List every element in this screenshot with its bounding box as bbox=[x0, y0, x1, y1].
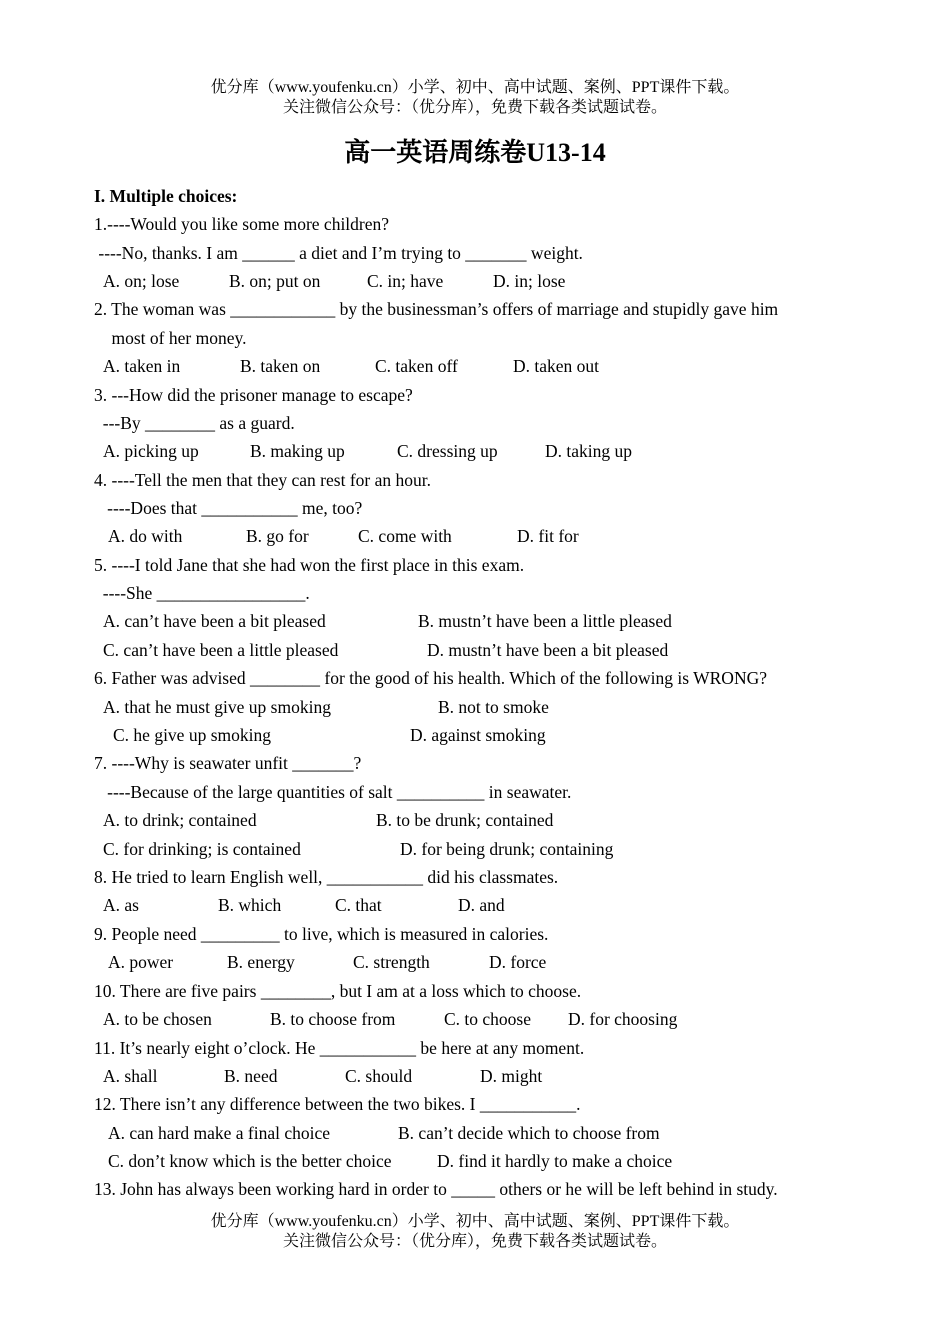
question-10-option-c: C. to choose bbox=[444, 1009, 532, 1029]
question-4-option-b: B. go for bbox=[246, 526, 309, 546]
question-10-option-b: B. to choose from bbox=[270, 1009, 396, 1029]
question-2-option-a: A. taken in bbox=[103, 356, 181, 376]
question-7-option-b: B. to be drunk; contained bbox=[376, 810, 554, 830]
question-11-option-a: A. shall bbox=[103, 1066, 158, 1086]
question-1-option-d: D. in; lose bbox=[493, 271, 566, 291]
question-3-option-b: B. making up bbox=[250, 441, 345, 461]
question-5-line-1: 5. ----I told Jane that she had won the first place in this exam. bbox=[94, 555, 525, 575]
question-2-option-d: D. taken out bbox=[513, 356, 600, 376]
question-9-option-a: A. power bbox=[108, 952, 174, 972]
question-2-line-1: 2. The woman was ____________ by the businessman’s offers of marriage and stupidly gave him bbox=[94, 299, 779, 319]
question-7-line-2: ----Because of the large quantities of salt __________ in seawater. bbox=[94, 782, 572, 802]
question-4-line-1: 4. ----Tell the men that they can rest for an hour. bbox=[94, 470, 431, 490]
question-4-option-c: C. come with bbox=[358, 526, 452, 546]
question-8-option-a: A. as bbox=[103, 895, 139, 915]
question-12-option-a: A. can hard make a final choice bbox=[108, 1123, 331, 1143]
question-1-line-1: 1.----Would you like some more children? bbox=[94, 214, 390, 234]
question-11-option-d: D. might bbox=[480, 1066, 543, 1086]
question-11-option-b: B. need bbox=[224, 1066, 278, 1086]
question-12-option-b: B. can’t decide which to choose from bbox=[398, 1123, 660, 1143]
question-11-line-1: 11. It’s nearly eight o’clock. He ___________ be here at any moment. bbox=[94, 1038, 585, 1058]
question-12-line-1: 12. There isn’t any difference between the two bikes. I ___________. bbox=[94, 1094, 581, 1114]
question-6-option-a: A. that he must give up smoking bbox=[103, 697, 331, 717]
question-5-option-a: A. can’t have been a bit pleased bbox=[103, 611, 326, 631]
question-12-option-c: C. don’t know which is the better choice bbox=[108, 1151, 392, 1171]
question-6-option-c: C. he give up smoking bbox=[113, 725, 271, 745]
question-1-line-2: ----No, thanks. I am ______ a diet and I’m trying to _______ weight. bbox=[94, 243, 583, 263]
question-8-line-1: 8. He tried to learn English well, ___________ did his classmates. bbox=[94, 867, 559, 887]
question-1-option-c: C. in; have bbox=[367, 271, 444, 291]
question-8-option-b: B. which bbox=[218, 895, 282, 915]
question-9-option-d: D. force bbox=[489, 952, 547, 972]
footer-line-2: 关注微信公众号：（优分库），免费下载各类试题试卷。 bbox=[282, 1233, 667, 1250]
question-7-option-c: C. for drinking; is contained bbox=[103, 839, 301, 859]
question-5-line-2: ----She _________________. bbox=[94, 583, 310, 603]
question-7-option-a: A. to drink; contained bbox=[103, 810, 257, 830]
footer-line-1: 优分库（www.youfenku.cn）小学、初中、高中试题、案例、PPT课件下载。 bbox=[210, 1213, 740, 1230]
question-1-option-b: B. on; put on bbox=[229, 271, 321, 291]
question-2-option-b: B. taken on bbox=[240, 356, 321, 376]
question-3-option-a: A. picking up bbox=[103, 441, 199, 461]
question-5-option-d: D. mustn’t have been a bit pleased bbox=[427, 640, 669, 660]
question-9-option-c: C. strength bbox=[353, 952, 430, 972]
question-13-line-1: 13. John has always been working hard in order to _____ others or he will be left behind in study. bbox=[94, 1179, 778, 1199]
question-3-option-d: D. taking up bbox=[545, 441, 633, 461]
question-6-line-1: 6. Father was advised ________ for the good of his health. Which of the following is WRONG? bbox=[94, 668, 767, 688]
section-heading: I. Multiple choices: bbox=[94, 186, 238, 206]
question-10-option-a: A. to be chosen bbox=[103, 1009, 212, 1029]
question-10-line-1: 10. There are five pairs ________, but I am at a loss which to choose. bbox=[94, 981, 582, 1001]
question-3-line-1: 3. ---How did the prisoner manage to escape? bbox=[94, 385, 413, 405]
question-3-line-2: ---By ________ as a guard. bbox=[94, 413, 295, 433]
question-5-option-b: B. mustn’t have been a little pleased bbox=[418, 611, 672, 631]
question-2-option-c: C. taken off bbox=[375, 356, 458, 376]
question-2-line-2: most of her money. bbox=[94, 328, 247, 348]
question-3-option-c: C. dressing up bbox=[397, 441, 498, 461]
question-9-option-b: B. energy bbox=[227, 952, 295, 972]
question-7-option-d: D. for being drunk; containing bbox=[400, 839, 614, 859]
question-4-option-d: D. fit for bbox=[517, 526, 579, 546]
question-9-line-1: 9. People need _________ to live, which is measured in calories. bbox=[94, 924, 549, 944]
question-6-option-b: B. not to smoke bbox=[438, 697, 549, 717]
question-12-option-d: D. find it hardly to make a choice bbox=[437, 1151, 673, 1171]
question-8-option-d: D. and bbox=[458, 895, 505, 915]
question-1-option-a: A. on; lose bbox=[103, 271, 180, 291]
question-5-option-c: C. can’t have been a little pleased bbox=[103, 640, 339, 660]
question-10-option-d: D. for choosing bbox=[568, 1009, 678, 1029]
question-7-line-1: 7. ----Why is seawater unfit _______? bbox=[94, 753, 362, 773]
question-8-option-c: C. that bbox=[335, 895, 382, 915]
page-title: 高一英语周练卷U13-14 bbox=[344, 138, 606, 167]
header-line-1: 优分库（www.youfenku.cn）小学、初中、高中试题、案例、PPT课件下载。 bbox=[210, 79, 740, 96]
question-4-line-2: ----Does that ___________ me, too? bbox=[94, 498, 363, 518]
question-6-option-d: D. against smoking bbox=[410, 725, 546, 745]
header-line-2: 关注微信公众号：（优分库），免费下载各类试题试卷。 bbox=[282, 99, 667, 116]
question-4-option-a: A. do with bbox=[108, 526, 183, 546]
question-11-option-c: C. should bbox=[345, 1066, 413, 1086]
